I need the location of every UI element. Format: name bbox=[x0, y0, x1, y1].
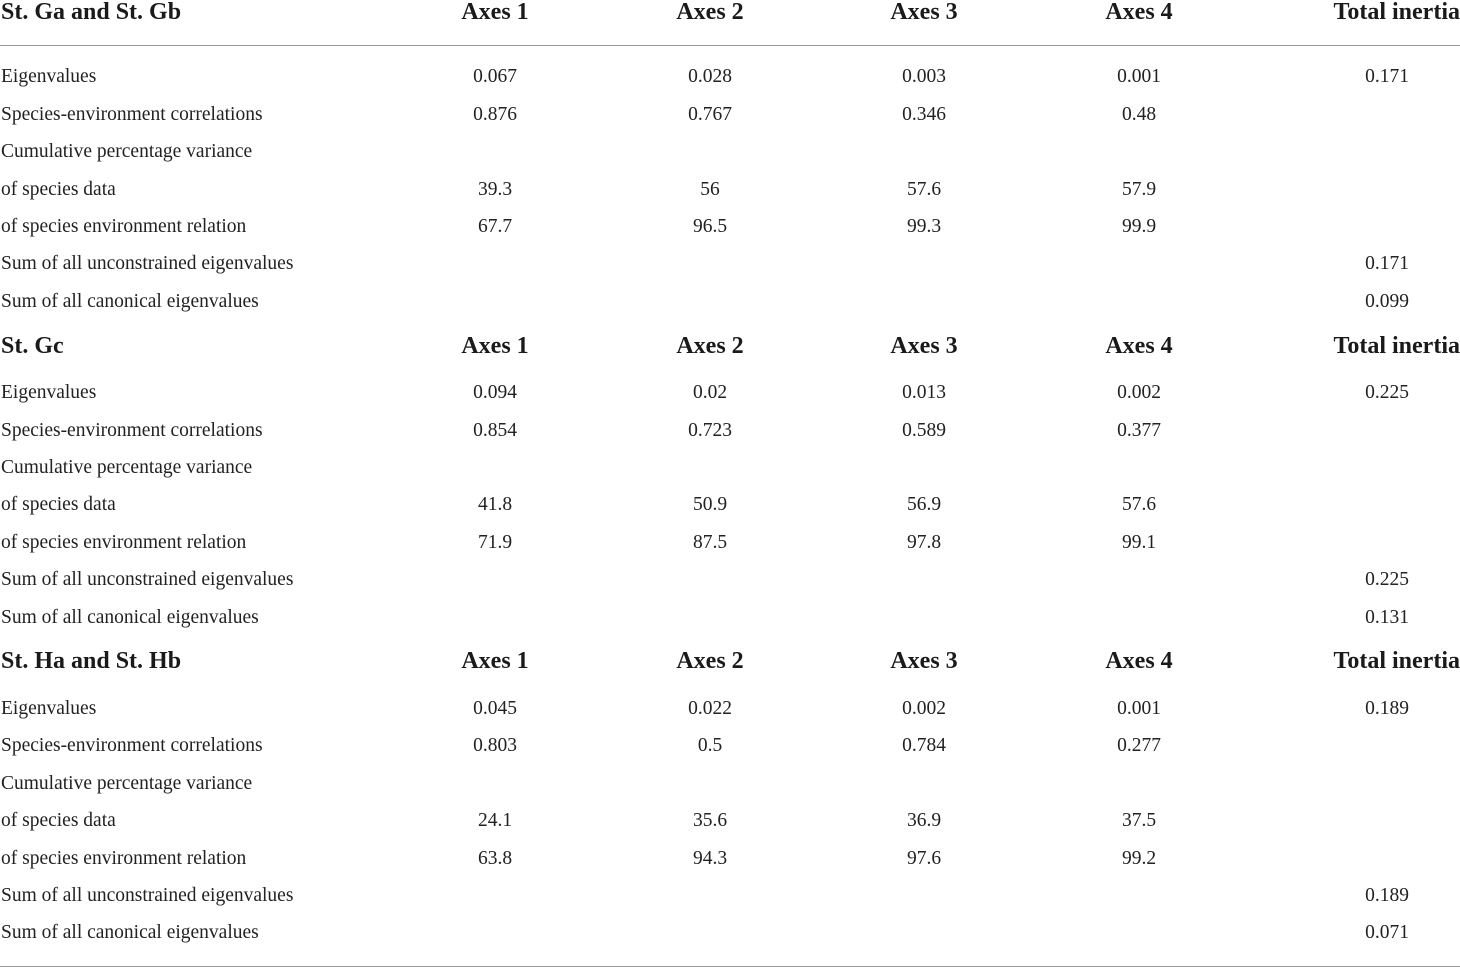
cell-total-inertia: 0.189 bbox=[1365, 698, 1409, 719]
cell-axes-3: 0.002 bbox=[902, 698, 946, 719]
table-row bbox=[0, 175, 1460, 205]
cell-axes-3: 0.589 bbox=[902, 420, 946, 441]
row-label: Cumulative percentage variance bbox=[1, 773, 253, 794]
row-label: Eigenvalues bbox=[1, 66, 97, 87]
column-header-axes-3: Axes 3 bbox=[890, 648, 958, 674]
cell-axes-4: 57.6 bbox=[1121, 494, 1157, 515]
row-label: Eigenvalues bbox=[1, 698, 97, 719]
cell-axes-2: 0.723 bbox=[688, 420, 732, 441]
table-row bbox=[0, 918, 1460, 948]
column-header-axes-2: Axes 2 bbox=[676, 648, 744, 674]
cell-axes-2: 50.9 bbox=[692, 494, 728, 515]
row-label: Species-environment correlations bbox=[1, 735, 263, 756]
cell-total-inertia: 0.099 bbox=[1365, 291, 1409, 312]
column-header-total-inertia: Total inertia bbox=[1333, 333, 1460, 359]
cell-axes-4: 0.001 bbox=[1117, 66, 1161, 87]
cell-axes-4: 37.5 bbox=[1121, 810, 1157, 831]
cell-axes-4: 0.001 bbox=[1117, 698, 1161, 719]
cell-axes-1: 39.3 bbox=[477, 179, 513, 200]
section-title: St. Ga and St. Gb bbox=[1, 0, 182, 25]
row-label: of species data bbox=[1, 810, 116, 831]
table-row bbox=[0, 769, 1460, 799]
row-label: Sum of all canonical eigenvalues bbox=[1, 291, 259, 312]
row-label: Sum of all unconstrained eigenvalues bbox=[1, 885, 294, 906]
table-row bbox=[0, 731, 1460, 761]
cell-total-inertia: 0.131 bbox=[1365, 607, 1409, 628]
column-header-axes-1: Axes 1 bbox=[461, 333, 529, 359]
cell-axes-3: 99.3 bbox=[906, 216, 942, 237]
table-row bbox=[0, 453, 1460, 483]
row-label: of species environment relation bbox=[1, 216, 247, 237]
column-header-total-inertia: Total inertia bbox=[1333, 648, 1460, 674]
table-row bbox=[0, 378, 1460, 408]
section-header-row bbox=[0, 0, 1460, 27]
cell-axes-2: 96.5 bbox=[692, 216, 728, 237]
cell-axes-3: 56.9 bbox=[906, 494, 942, 515]
column-header-axes-2: Axes 2 bbox=[676, 0, 744, 25]
cell-axes-2: 0.022 bbox=[688, 698, 732, 719]
cell-axes-2: 94.3 bbox=[692, 848, 728, 869]
cell-axes-4: 99.2 bbox=[1121, 848, 1157, 869]
column-header-axes-1: Axes 1 bbox=[461, 648, 529, 674]
section-title: St. Ha and St. Hb bbox=[1, 648, 182, 674]
cell-axes-2: 87.5 bbox=[692, 532, 728, 553]
cell-axes-1: 0.854 bbox=[473, 420, 517, 441]
top-rule bbox=[0, 45, 1460, 46]
table-row bbox=[0, 528, 1460, 558]
table-row bbox=[0, 137, 1460, 167]
row-label: of species data bbox=[1, 179, 116, 200]
table-row bbox=[0, 806, 1460, 836]
table-row bbox=[0, 603, 1460, 633]
cell-axes-4: 0.277 bbox=[1117, 735, 1161, 756]
table-row bbox=[0, 881, 1460, 911]
cell-axes-3: 97.8 bbox=[906, 532, 942, 553]
table-row bbox=[0, 416, 1460, 446]
cell-axes-4: 99.9 bbox=[1121, 216, 1157, 237]
cell-total-inertia bbox=[1312, 100, 1460, 130]
cell-axes-1: 0.803 bbox=[473, 735, 517, 756]
cell-total-inertia: 0.225 bbox=[1365, 569, 1409, 590]
cell-axes-2: 56 bbox=[700, 179, 720, 200]
cell-axes-4: 0.48 bbox=[1121, 104, 1157, 125]
cell-axes-1: 0.876 bbox=[473, 104, 517, 125]
table-row bbox=[0, 844, 1460, 874]
table-row bbox=[0, 62, 1460, 92]
cell-axes-1: 71.9 bbox=[477, 532, 513, 553]
cell-axes-4: 99.1 bbox=[1121, 532, 1157, 553]
table-row bbox=[0, 490, 1460, 520]
cell-axes-1: 24.1 bbox=[477, 810, 513, 831]
section-title: St. Gc bbox=[1, 333, 64, 359]
section-header-row bbox=[0, 331, 1460, 361]
row-label: Cumulative percentage variance bbox=[1, 141, 253, 162]
cell-total-inertia: 0.171 bbox=[1365, 253, 1409, 274]
cell-axes-1: 0.045 bbox=[473, 698, 517, 719]
cell-total-inertia: 0.225 bbox=[1365, 382, 1409, 403]
cell-axes-3: 57.6 bbox=[906, 179, 942, 200]
cell-axes-2: 35.6 bbox=[692, 810, 728, 831]
column-header-axes-2: Axes 2 bbox=[676, 333, 744, 359]
table-row bbox=[0, 694, 1460, 724]
cell-total-inertia bbox=[1312, 416, 1460, 446]
column-header-axes-1: Axes 1 bbox=[461, 0, 529, 25]
cell-total-inertia: 0.071 bbox=[1365, 922, 1409, 943]
row-label: of species environment relation bbox=[1, 848, 247, 869]
column-header-axes-4: Axes 4 bbox=[1105, 648, 1173, 674]
cell-axes-4: 0.377 bbox=[1117, 420, 1161, 441]
row-label: Cumulative percentage variance bbox=[1, 457, 253, 478]
cell-axes-1: 67.7 bbox=[477, 216, 513, 237]
row-label: Sum of all canonical eigenvalues bbox=[1, 607, 259, 628]
cell-total-inertia: 0.189 bbox=[1365, 885, 1409, 906]
cell-axes-2: 0.5 bbox=[697, 735, 723, 756]
row-label: Sum of all canonical eigenvalues bbox=[1, 922, 259, 943]
row-label: of species environment relation bbox=[1, 532, 247, 553]
table-row bbox=[0, 212, 1460, 242]
cell-axes-2: 0.028 bbox=[688, 66, 732, 87]
cell-axes-3: 97.6 bbox=[906, 848, 942, 869]
cell-axes-3: 0.346 bbox=[902, 104, 946, 125]
cell-axes-3: 0.003 bbox=[902, 66, 946, 87]
row-label: Species-environment correlations bbox=[1, 104, 263, 125]
bottom-rule bbox=[0, 966, 1460, 967]
column-header-axes-3: Axes 3 bbox=[890, 333, 958, 359]
cell-axes-1: 0.094 bbox=[473, 382, 517, 403]
cell-total-inertia bbox=[1312, 731, 1460, 761]
cell-axes-4: 57.9 bbox=[1121, 179, 1157, 200]
cell-axes-4: 0.002 bbox=[1117, 382, 1161, 403]
cell-axes-1: 63.8 bbox=[477, 848, 513, 869]
section-header-row bbox=[0, 646, 1460, 676]
cell-axes-3: 0.784 bbox=[902, 735, 946, 756]
cell-axes-3: 0.013 bbox=[902, 382, 946, 403]
row-label: Sum of all unconstrained eigenvalues bbox=[1, 253, 294, 274]
cell-axes-1: 0.067 bbox=[473, 66, 517, 87]
row-label: Species-environment correlations bbox=[1, 420, 263, 441]
table-row bbox=[0, 100, 1460, 130]
row-label: of species data bbox=[1, 494, 116, 515]
row-label: Sum of all unconstrained eigenvalues bbox=[1, 569, 294, 590]
cell-axes-3: 36.9 bbox=[906, 810, 942, 831]
table-row bbox=[0, 565, 1460, 595]
table-row bbox=[0, 249, 1460, 279]
column-header-total-inertia: Total inertia bbox=[1333, 0, 1460, 25]
column-header-axes-4: Axes 4 bbox=[1105, 333, 1173, 359]
row-label: Eigenvalues bbox=[1, 382, 97, 403]
cell-total-inertia: 0.171 bbox=[1365, 66, 1409, 87]
table-row bbox=[0, 287, 1460, 317]
cell-axes-1: 41.8 bbox=[477, 494, 513, 515]
cell-axes-2: 0.02 bbox=[692, 382, 728, 403]
column-header-axes-3: Axes 3 bbox=[890, 0, 958, 25]
column-header-axes-4: Axes 4 bbox=[1105, 0, 1173, 25]
cell-axes-2: 0.767 bbox=[688, 104, 732, 125]
